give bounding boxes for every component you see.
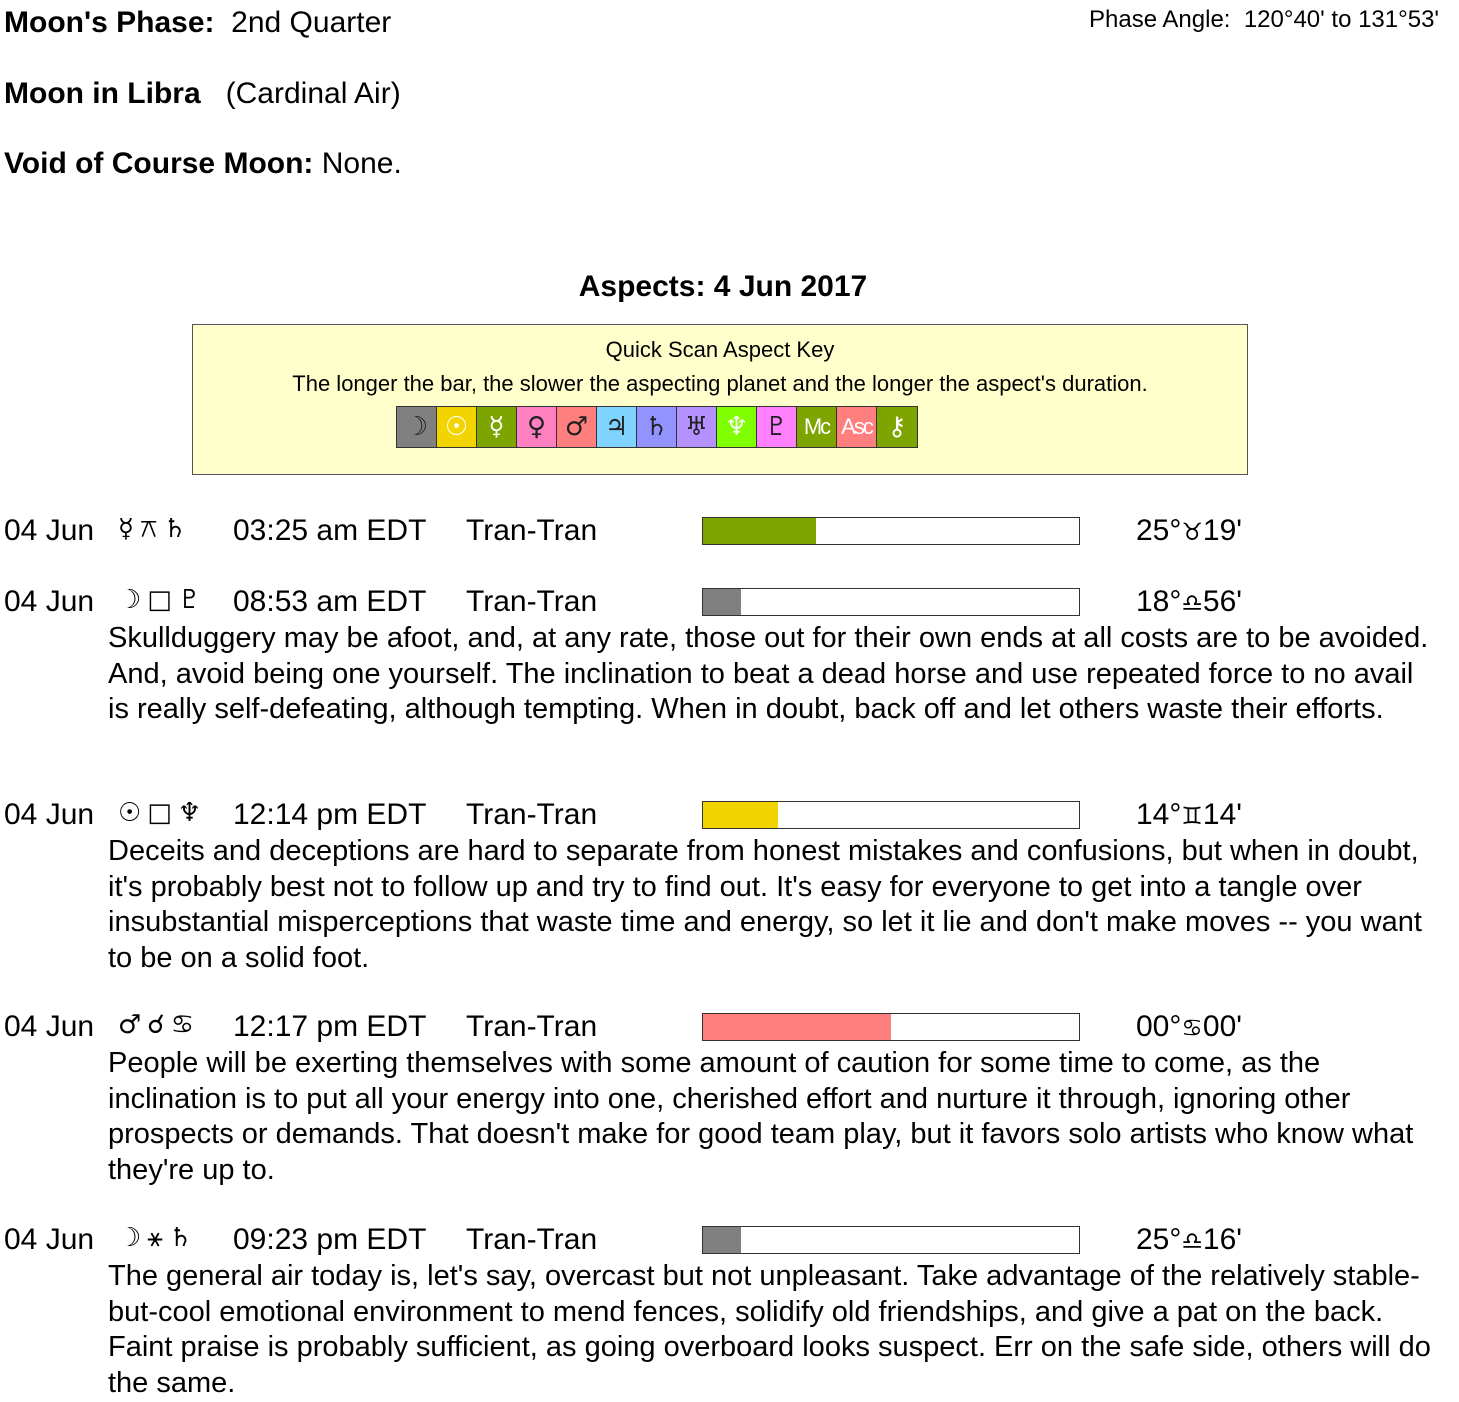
aspect-key-title: Quick Scan Aspect Key bbox=[605, 337, 835, 362]
aspect-entry bbox=[0, 1223, 1459, 1401]
aspect-key-description: The longer the bar, the slower the aspecting planet and the longer the aspect's duration. bbox=[292, 371, 1148, 396]
aspect-type: Tran-Tran bbox=[466, 585, 598, 618]
zodiac-sign-icon: ♊ bbox=[1181, 802, 1203, 830]
aspect-position bbox=[1136, 585, 1242, 619]
position-degree: 25° bbox=[1136, 514, 1182, 547]
aspect-time: 03:25 am EDT bbox=[233, 514, 427, 547]
duration-bar-fill bbox=[703, 518, 816, 544]
zodiac-sign-icon: ♎ bbox=[1181, 1227, 1203, 1255]
aspect-position bbox=[1136, 514, 1242, 548]
key-swatch-7: ♅ bbox=[677, 407, 717, 447]
aspect-entry bbox=[0, 585, 1459, 728]
position-minutes: 56' bbox=[1202, 585, 1242, 618]
key-swatch-11: Asc bbox=[837, 407, 877, 447]
key-swatch-12: ⚷ bbox=[877, 407, 917, 447]
aspect-header bbox=[0, 798, 1459, 834]
key-swatch-6: ♄ bbox=[637, 407, 677, 447]
moon-phase-label: Moon's Phase: bbox=[4, 6, 215, 39]
phase-angle: Phase Angle: 120°40' to 131°53' bbox=[1089, 6, 1439, 33]
aspect-type: Tran-Tran bbox=[466, 1010, 598, 1043]
position-degree: 25° bbox=[1136, 1223, 1182, 1256]
key-swatch-9: ♇ bbox=[757, 407, 797, 447]
position-minutes: 16' bbox=[1202, 1223, 1242, 1256]
aspect-key-swatches bbox=[396, 406, 918, 448]
key-swatch-3: ♀ bbox=[517, 407, 557, 447]
aspect-glyphs: ☉□♆ bbox=[118, 798, 208, 828]
zodiac-sign-icon: ♎ bbox=[1181, 589, 1203, 617]
duration-bar bbox=[702, 801, 1080, 829]
key-swatch-10: Mc bbox=[797, 407, 837, 447]
aspect-position bbox=[1136, 1010, 1242, 1044]
aspect-header bbox=[0, 1010, 1459, 1046]
aspect-date: 04 Jun bbox=[4, 1010, 95, 1043]
moon-sign-line bbox=[4, 77, 401, 111]
aspect-glyphs: ☿⚻♄ bbox=[118, 514, 193, 544]
key-swatch-0: ☽ bbox=[397, 407, 437, 447]
duration-bar bbox=[702, 1013, 1080, 1041]
duration-bar bbox=[702, 1226, 1080, 1254]
position-minutes: 00' bbox=[1202, 1010, 1242, 1043]
aspect-date: 04 Jun bbox=[4, 798, 95, 831]
key-swatch-2: ☿ bbox=[477, 407, 517, 447]
moon-phase-value: 2nd Quarter bbox=[231, 6, 392, 39]
duration-bar-fill bbox=[703, 1014, 891, 1040]
duration-bar-fill bbox=[703, 1227, 741, 1253]
position-degree: 18° bbox=[1136, 585, 1182, 618]
aspect-header bbox=[0, 514, 1459, 550]
aspect-date: 04 Jun bbox=[4, 514, 95, 547]
duration-bar-fill bbox=[703, 802, 778, 828]
duration-bar-fill bbox=[703, 589, 741, 615]
aspect-type: Tran-Tran bbox=[466, 514, 598, 547]
duration-bar bbox=[702, 517, 1080, 545]
moon-phase-line bbox=[4, 6, 391, 40]
aspect-entry bbox=[0, 1010, 1459, 1188]
void-course-label: Void of Course Moon: bbox=[4, 147, 314, 180]
position-degree: 00° bbox=[1136, 1010, 1182, 1043]
aspect-date: 04 Jun bbox=[4, 1223, 95, 1256]
aspect-type: Tran-Tran bbox=[466, 1223, 598, 1256]
aspect-header bbox=[0, 585, 1459, 621]
aspect-entry bbox=[0, 514, 1459, 550]
moon-sign-label: Moon in Libra bbox=[4, 77, 201, 110]
key-swatch-8: ♆ bbox=[717, 407, 757, 447]
zodiac-sign-icon: ♉ bbox=[1181, 518, 1203, 546]
aspect-glyphs: ♂☌♋ bbox=[118, 1010, 201, 1040]
position-minutes: 19' bbox=[1202, 514, 1242, 547]
key-swatch-5: ♃ bbox=[597, 407, 637, 447]
aspect-interpretation: People will be exerting themselves with some amount of caution for some time to come, as the inclination is to put all your energy into one, cherished effort and nurture it through, ignoring other prospects or demands. That doesn't make for good team play, but it favors solo artists who know what they're up to. bbox=[108, 1047, 1414, 1186]
aspect-interpretation: The general air today is, let's say, overcast but not unpleasant. Take advantage of the relatively stable-but-cool emotional environment to mend fences, solidify old friendships, and give a pat on the back. Faint praise is probably sufficient, as going overboard looks suspect. Err on the safe side, others will do the same. bbox=[108, 1260, 1431, 1399]
void-course-value: None. bbox=[321, 147, 402, 180]
aspect-time: 09:23 pm EDT bbox=[233, 1223, 427, 1256]
aspect-time: 12:14 pm EDT bbox=[233, 798, 427, 831]
position-degree: 14° bbox=[1136, 798, 1182, 831]
aspect-type: Tran-Tran bbox=[466, 798, 598, 831]
position-minutes: 14' bbox=[1202, 798, 1242, 831]
aspect-position bbox=[1136, 798, 1242, 832]
duration-bar bbox=[702, 588, 1080, 616]
aspect-position bbox=[1136, 1223, 1242, 1257]
aspect-entry bbox=[0, 798, 1459, 976]
key-swatch-4: ♂ bbox=[557, 407, 597, 447]
void-course-line bbox=[4, 147, 402, 181]
aspect-interpretation: Skullduggery may be afoot, and, at any rate, those out for their own ends at all costs are to be avoided. And, avoid being one yourself. The inclination to beat a dead horse and use repeated force to no avail is really self-defeating, although tempting. When in doubt, back off and let others waste their efforts. bbox=[108, 622, 1429, 725]
moon-sign-value: (Cardinal Air) bbox=[225, 77, 401, 110]
aspect-time: 12:17 pm EDT bbox=[233, 1010, 427, 1043]
key-swatch-1: ☉ bbox=[437, 407, 477, 447]
aspects-title: Aspects: 4 Jun 2017 bbox=[578, 270, 868, 303]
zodiac-sign-icon: ♋ bbox=[1181, 1014, 1203, 1042]
aspect-glyphs: ☽⚹♄ bbox=[118, 1223, 199, 1253]
aspect-glyphs: ☽□♇ bbox=[118, 585, 208, 615]
aspect-time: 08:53 am EDT bbox=[233, 585, 427, 618]
aspect-date: 04 Jun bbox=[4, 585, 95, 618]
aspect-key-box bbox=[192, 324, 1248, 475]
aspect-header bbox=[0, 1223, 1459, 1259]
aspect-interpretation: Deceits and deceptions are hard to separate from honest mistakes and confusions, but when in doubt, it's probably best not to follow up and try to find out. It's easy for everyone to get into a tangle over insubstantial misperceptions that waste time and energy, so let it lie and don't make moves -- you want to be on a solid foot. bbox=[108, 835, 1422, 974]
